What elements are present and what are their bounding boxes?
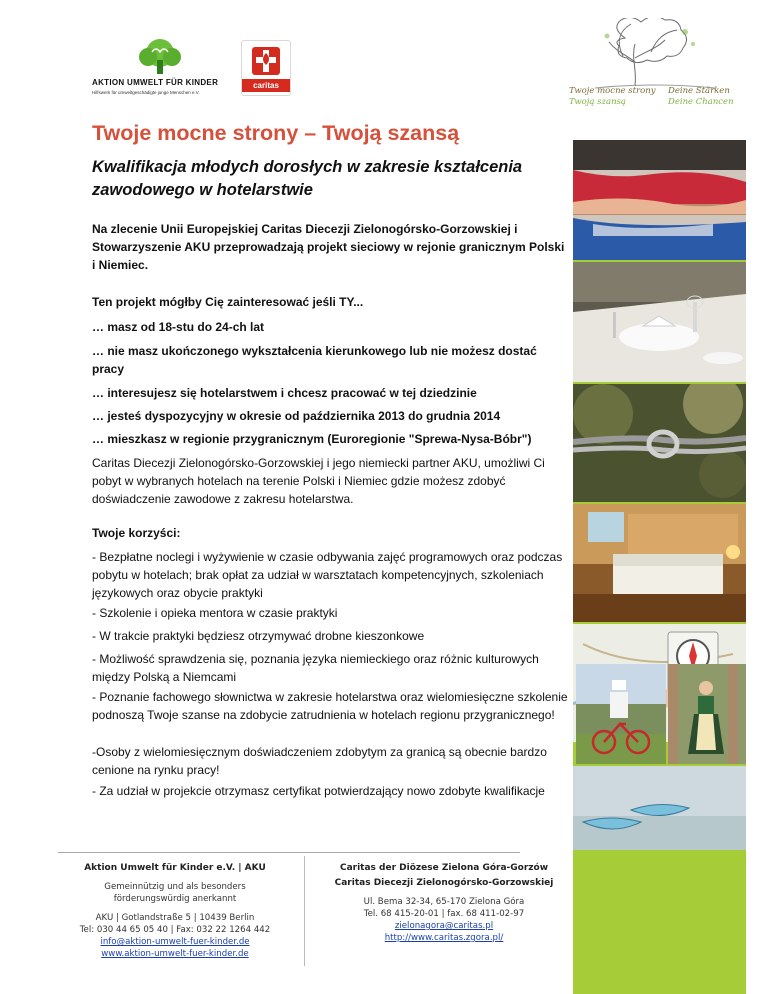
caritas-logo-word: caritas: [242, 79, 290, 92]
slogan-polish: [569, 86, 656, 108]
footer-aku-address: AKU | Gotlandstraße 5 | 10439 Berlin: [95, 913, 255, 923]
footer-caritas-email-link[interactable]: zielonagora@caritas.pl: [394, 921, 494, 931]
slogan-de-line1: Deine Stärken: [668, 86, 730, 96]
slogan-german: [668, 86, 734, 108]
benefit-item: - Poznanie fachowego słownictwa w zakresie hotelarstwa oraz wielomiesięczne szkolenie podnoszą Twoje szanse na zdobycie zatrudnienia w hotelach regionu przygranicznego!: [92, 690, 568, 722]
footer-column-divider: [304, 856, 305, 966]
footer-aku: [50, 862, 300, 960]
footer-caritas-address: Ul. Bema 32-34, 65-170 Zielona Góra: [363, 897, 525, 907]
benefit-item: -Osoby z wielomiesięcznym doświadczeniem zdobytym za granicą są obecnie bardzo cenione na rynku pracy!: [92, 745, 547, 777]
criteria-item: … nie masz ukończonego wykształcenia kierunkowego lub nie możesz dostać pracy: [92, 344, 537, 376]
aku-logo-tagline: Hilfswerk für umweltgeschädigte junge Menschen e.V.: [92, 90, 200, 95]
benefits-heading: Twoje korzyści:: [92, 526, 181, 540]
benefit-item: - W trakcie praktyki będziesz otrzymywać drobne kieszonkowe: [92, 629, 425, 643]
slogan-pl-line2: Twoją szansą: [569, 97, 626, 107]
aku-logo: [92, 38, 230, 98]
criteria-heading: Ten projekt mógłby Cię zainteresować jeśli TY...: [92, 295, 364, 309]
footer-aku-org: Aktion Umwelt für Kinder e.V. | AKU: [84, 863, 266, 873]
caritas-logo: [241, 40, 291, 96]
benefit-item: - Możliwość sprawdzenia się, poznania języka niemieckiego oraz różnic kulturowych między Polską a Niemcami: [92, 652, 539, 684]
footer-caritas-web-link[interactable]: http://www.caritas.zgora.pl/: [384, 933, 504, 943]
girl-dress-photo: [668, 664, 746, 764]
footer-divider: [58, 852, 520, 853]
page-title: Twoje mocne strony – Twoją szansą: [92, 121, 460, 145]
table-setting-photo: [573, 262, 746, 382]
footer-caritas-org-de: Caritas der Diözese Zielona Góra-Gorzów: [339, 863, 549, 873]
footer-caritas-org-pl: Caritas Diecezji Zielonogórsko-Gorzowskiej: [334, 878, 554, 888]
criteria-item: … jesteś dyspozycyjny w okresie od października 2013 do grudnia 2014: [92, 409, 501, 423]
intro-paragraph: Na zlecenie Unii Europejskiej Caritas Diecezji Zielonogórsko-Gorzowskiej i Stowarzyszenie AKU przeprowadzają projekt sieciowy w rejonie granicznym Polski i Niemiec.: [92, 222, 565, 272]
benefit-item: - Szkolenie i opieka mentora w czasie praktyki: [92, 606, 338, 620]
hotel-room-photo: [573, 504, 746, 622]
criteria-item: … interesujesz się hotelarstwem i chcesz pracować w tej dziedzinie: [92, 386, 477, 400]
footer-aku-web-link[interactable]: www.aktion-umwelt-fuer-kinder.de: [101, 949, 249, 959]
caritas-cross-icon: [248, 45, 284, 77]
slogan-pl-line1: Twoje mocne strony: [569, 86, 656, 96]
rope-knot-photo: [573, 384, 746, 502]
footer-caritas: [318, 862, 570, 944]
criteria-item: … masz od 18-stu do 24-ch lat: [92, 320, 265, 334]
aku-logo-name: AKTION UMWELT FÜR KINDER: [92, 78, 219, 87]
page-subtitle: Kwalifikacja młodych dorosłych w zakresie kształcenia zawodowego w hotelarstwie: [92, 158, 523, 199]
footer-aku-line: Gemeinnützig und als besonders: [104, 882, 246, 892]
footer-aku-phone: Tel: 030 44 65 05 40 | Fax: 032 22 1264 442: [79, 925, 271, 935]
criteria-item: … mieszkasz w regionie przygranicznym (Euroregionie "Sprewa-Nysa-Bóbr"): [92, 432, 532, 446]
benefit-item: - Za udział w projekcie otrzymasz certyfikat potwierdzający nowo zdobyte kwalifikacje: [92, 784, 545, 798]
slogan-de-line2: Deine Chancen: [668, 97, 734, 107]
chef-bicycle-photo: [576, 664, 666, 764]
footer-aku-line: förderungswürdig anerkannt: [113, 894, 237, 904]
footer-caritas-phone: Tel. 68 415-20-01 | fax. 68 411-02-97: [363, 909, 525, 919]
partner-paragraph: Caritas Diecezji Zielonogórsko-Gorzowskiej i jego niemiecki partner AKU, umożliwi Ci pobyt w wybranych hotelach na terenie Polski i Niemiec gdzie możesz zdobyć doświadczenie zawodowe z zakresu hotelarstwa.: [92, 456, 545, 506]
benefit-item: - Bezpłatne noclegi i wyżywienie w czasie odbywania zajęć programowych oraz podczas pobytu w hotelach; brak opłat za udział w warsztatach kompetencyjnych, szkoleniach językowych oraz obycie praktyki: [92, 550, 563, 600]
hands-photo: [573, 140, 746, 260]
canoes-lake-photo: [573, 766, 746, 850]
aku-tree-icon: [130, 38, 190, 76]
footer-aku-email-link[interactable]: info@aktion-umwelt-fuer-kinder.de: [100, 937, 250, 947]
